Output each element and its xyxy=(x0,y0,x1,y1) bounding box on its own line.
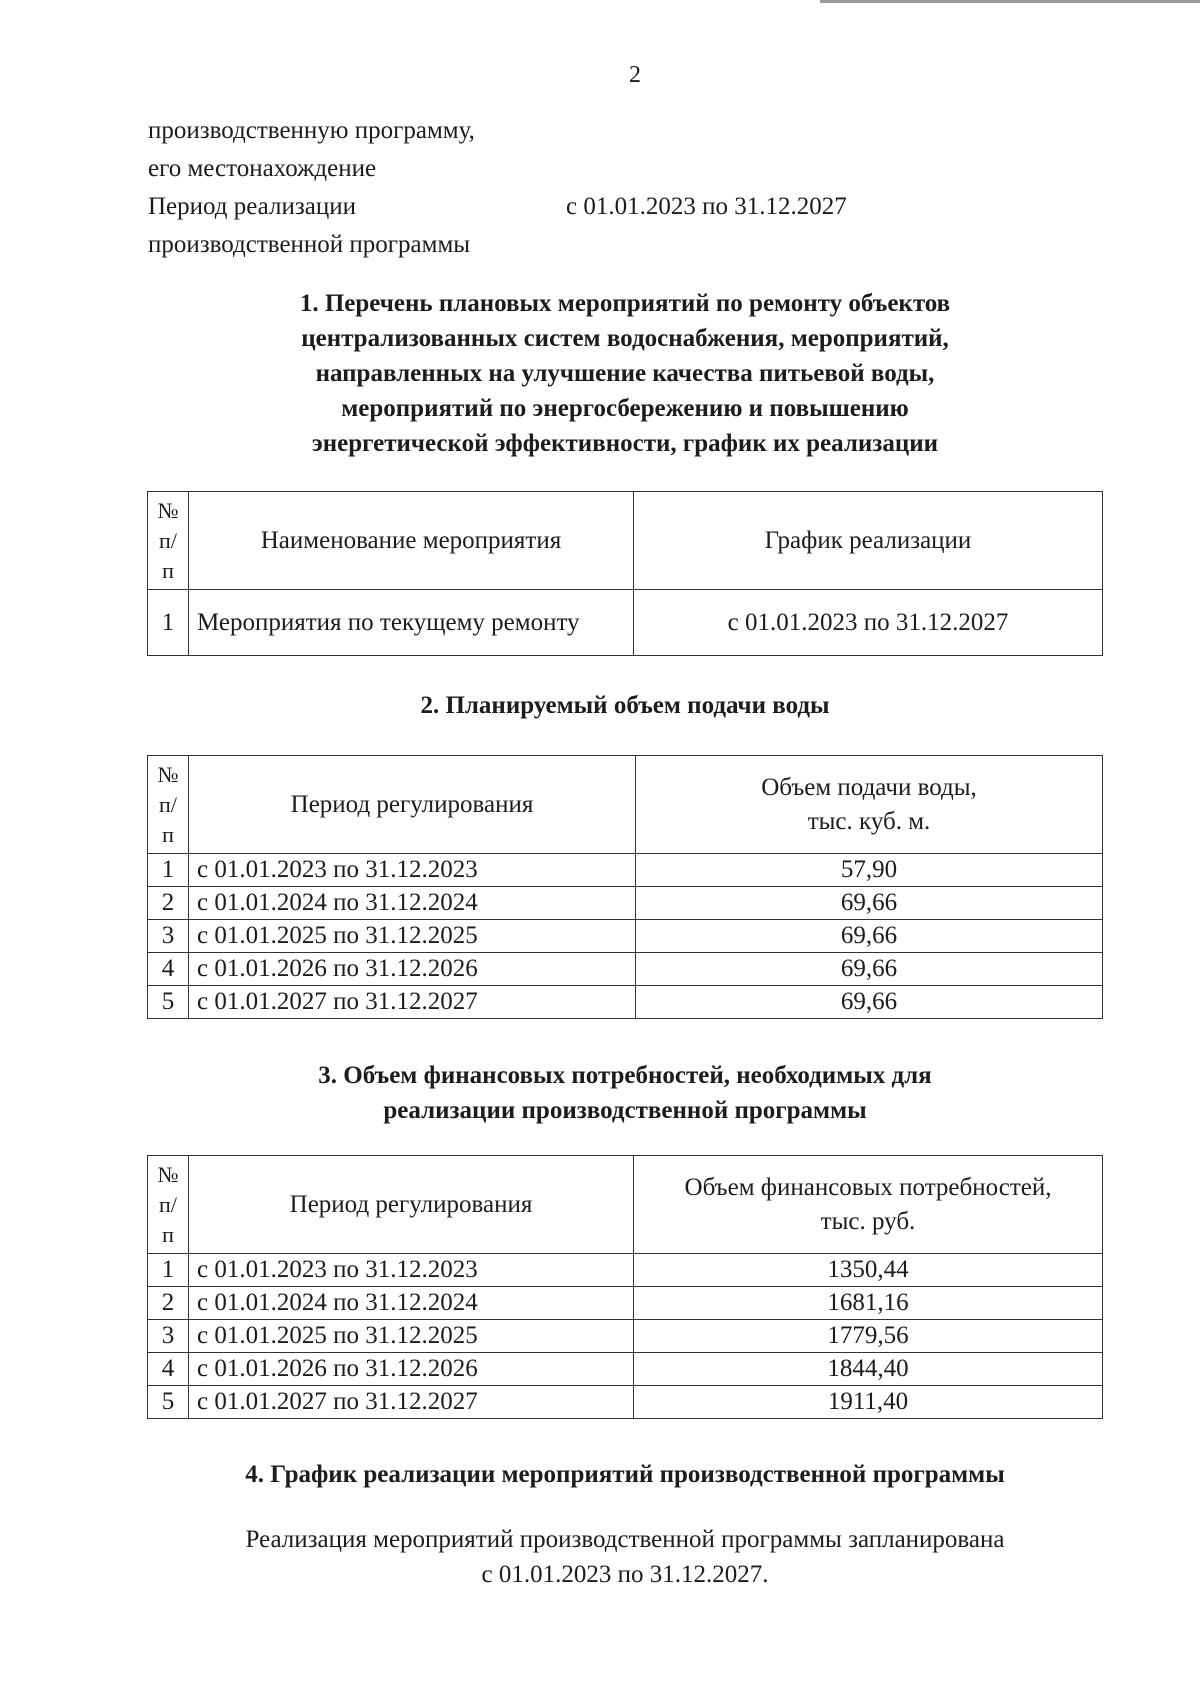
col-header-name: Наименование мероприятия xyxy=(189,492,634,590)
table-row xyxy=(148,986,1103,1019)
table-row xyxy=(148,590,1103,656)
row-period: с 01.01.2025 по 31.12.2025 xyxy=(189,1320,634,1353)
row-number: 5 xyxy=(148,1386,189,1419)
row-number: 4 xyxy=(148,953,189,986)
header-label: производственной программы xyxy=(148,231,471,258)
table-row xyxy=(148,887,1103,920)
header-label: Период реализации xyxy=(148,193,356,220)
row-number: 4 xyxy=(148,1353,189,1386)
section1-title-line: энергетической эффективности, график их реализации xyxy=(311,430,939,457)
row-volume: 69,66 xyxy=(636,953,1103,986)
header-line xyxy=(148,150,966,188)
table-header-row xyxy=(148,1156,1103,1254)
table-row xyxy=(148,854,1103,887)
row-number: 2 xyxy=(148,887,189,920)
row-period: с 01.01.2026 по 31.12.2026 xyxy=(189,1353,634,1386)
row-number: 1 xyxy=(148,590,189,656)
row-financial-volume: 1779,56 xyxy=(634,1320,1103,1353)
row-number: 3 xyxy=(148,1320,189,1353)
section3-title-line: реализации производственной программы xyxy=(383,1097,867,1124)
section2-title: 2. Планируемый объем подачи воды xyxy=(420,692,830,719)
row-financial-volume: 1350,44 xyxy=(634,1254,1103,1287)
table-row xyxy=(148,920,1103,953)
financial-needs-table xyxy=(147,1155,1103,1419)
page-number: 2 xyxy=(629,62,641,88)
row-period: с 01.01.2023 по 31.12.2023 xyxy=(189,1254,634,1287)
header-line xyxy=(148,226,966,264)
section1-title xyxy=(148,286,1102,461)
program-header xyxy=(148,112,966,264)
col-header-number: № п/ п xyxy=(148,492,189,590)
row-period: с 01.01.2024 по 31.12.2024 xyxy=(189,1287,634,1320)
table-row xyxy=(148,1386,1103,1419)
statement-line: Реализация мероприятий производственной программы запланирована xyxy=(245,1526,1005,1553)
row-volume: 69,66 xyxy=(636,986,1103,1019)
header-line xyxy=(148,188,966,226)
statement-line: с 01.01.2023 по 31.12.2027. xyxy=(481,1561,769,1588)
row-financial-volume: 1681,16 xyxy=(634,1287,1103,1320)
table-header-row xyxy=(148,492,1103,590)
col-header-volume: Объем подачи воды, тыс. куб. м. xyxy=(636,756,1103,854)
section1-title-line: мероприятий по энергосбережению и повышению xyxy=(341,395,909,422)
header-line xyxy=(148,112,966,150)
row-financial-volume: 1911,40 xyxy=(634,1386,1103,1419)
row-financial-volume: 1844,40 xyxy=(634,1353,1103,1386)
header-value xyxy=(566,150,966,188)
col-header-period: Период регулирования xyxy=(189,756,636,854)
water-supply-table xyxy=(147,755,1103,1019)
row-period: с 01.01.2024 по 31.12.2024 xyxy=(189,887,636,920)
row-volume: 57,90 xyxy=(636,854,1103,887)
row-period: с 01.01.2023 по 31.12.2023 xyxy=(189,854,636,887)
table-row xyxy=(148,1353,1103,1386)
row-number: 5 xyxy=(148,986,189,1019)
row-volume: 69,66 xyxy=(636,887,1103,920)
table-row xyxy=(148,1287,1103,1320)
table-row xyxy=(148,953,1103,986)
measure-schedule: с 01.01.2023 по 31.12.2027 xyxy=(634,590,1103,656)
row-volume: 69,66 xyxy=(636,920,1103,953)
row-number: 3 xyxy=(148,920,189,953)
col-header-period: Период регулирования xyxy=(189,1156,634,1254)
measure-name: Мероприятия по текущему ремонту xyxy=(189,590,634,656)
row-period: с 01.01.2027 по 31.12.2027 xyxy=(189,1386,634,1419)
col-header-number: № п/ п xyxy=(148,756,189,854)
table-row xyxy=(148,1254,1103,1287)
row-number: 1 xyxy=(148,854,189,887)
section3-title-line: 3. Объем финансовых потребностей, необходимых для xyxy=(318,1062,932,1089)
col-header-number: № п/ п xyxy=(148,1156,189,1254)
section1-title-line: 1. Перечень плановых мероприятий по ремонту объектов xyxy=(299,290,951,317)
col-header-schedule: График реализации xyxy=(634,492,1103,590)
row-period: с 01.01.2026 по 31.12.2026 xyxy=(189,953,636,986)
row-number: 1 xyxy=(148,1254,189,1287)
table-row xyxy=(148,1320,1103,1353)
row-number: 2 xyxy=(148,1287,189,1320)
header-label: производственную программу, xyxy=(148,117,475,144)
section1-title-line: централизованных систем водоснабжения, мероприятий, xyxy=(301,325,949,352)
table-header-row xyxy=(148,756,1103,854)
section3-title xyxy=(148,1058,1102,1128)
header-value xyxy=(566,112,966,150)
row-period: с 01.01.2025 по 31.12.2025 xyxy=(189,920,636,953)
measures-table xyxy=(147,491,1103,656)
section1-title-line: направленных на улучшение качества питьевой воды, xyxy=(315,360,935,387)
header-label: его местонахождение xyxy=(148,155,377,182)
header-value xyxy=(566,226,966,264)
row-period: с 01.01.2027 по 31.12.2027 xyxy=(189,986,636,1019)
implementation-statement xyxy=(148,1522,1102,1592)
implementation-period-value: с 01.01.2023 по 31.12.2027 xyxy=(566,193,847,220)
section4-title: 4. График реализации мероприятий производственной программы xyxy=(245,1461,1005,1488)
col-header-financial-volume: Объем финансовых потребностей, тыс. руб. xyxy=(634,1156,1103,1254)
scan-edge-line xyxy=(820,0,1200,3)
